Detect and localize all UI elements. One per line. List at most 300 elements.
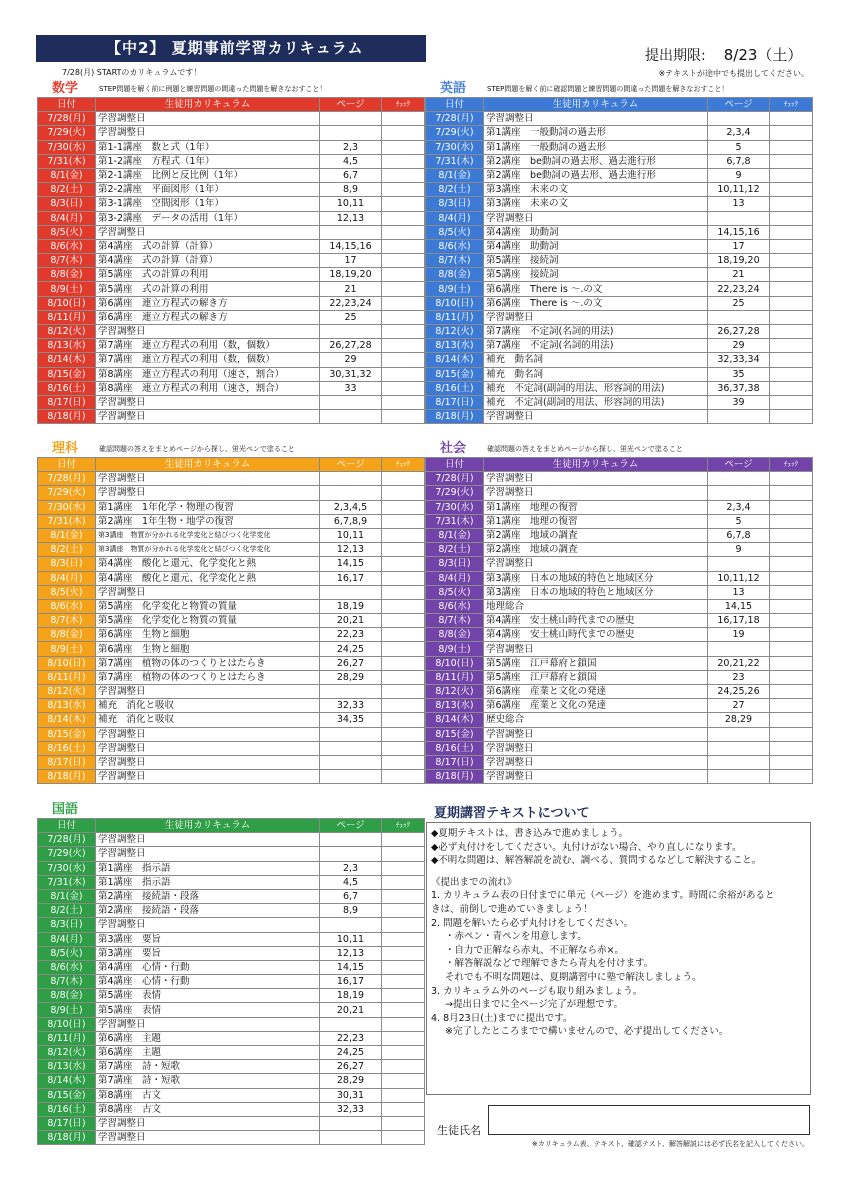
row-check-box[interactable]: [382, 656, 425, 670]
info-line: ※完了したところまでで構いませんので、必ず提出してください。: [445, 1026, 729, 1038]
row-check-box[interactable]: [382, 904, 425, 918]
table-row: [38, 585, 425, 599]
row-pages: 35: [708, 367, 770, 381]
row-check-box[interactable]: [770, 140, 813, 154]
check-header: ﾁｪｯｸ: [382, 458, 425, 472]
table-row: [38, 727, 425, 741]
row-curriculum: 第1講座 一般動詞の過去形: [484, 140, 708, 154]
row-curriculum: 学習調整日: [96, 585, 320, 599]
row-date: 8/4(月): [426, 211, 484, 225]
row-curriculum: 第2講座 1年生物・地学の復習: [96, 514, 320, 528]
row-pages: [320, 847, 382, 861]
row-check-box[interactable]: [770, 670, 813, 684]
info-title: 夏期講習テキストについて: [434, 806, 590, 821]
row-check-box[interactable]: [382, 1102, 425, 1116]
row-curriculum: 第1講座 指示語: [96, 861, 320, 875]
row-check-box[interactable]: [770, 154, 813, 168]
row-curriculum: 第2講座 接続語・段落: [96, 904, 320, 918]
row-check-box[interactable]: [382, 296, 425, 310]
row-date: 8/1(金): [38, 889, 96, 903]
row-date: 8/18(月): [38, 770, 96, 784]
row-date: 8/18(月): [426, 770, 484, 784]
row-check-box[interactable]: [382, 727, 425, 741]
row-check-box[interactable]: [770, 254, 813, 268]
row-check-box[interactable]: [770, 713, 813, 727]
row-check-box[interactable]: [382, 571, 425, 585]
curriculum-header: 生徒用カリキュラム: [96, 819, 320, 833]
row-check-box[interactable]: [382, 932, 425, 946]
start-note: 7/28(月) STARTのカリキュラムです！: [62, 68, 202, 77]
row-date: 8/5(火): [38, 225, 96, 239]
table-row: [426, 699, 813, 713]
row-check-box[interactable]: [382, 1046, 425, 1060]
row-curriculum: 第5講座 江戸幕府と鎖国: [484, 656, 708, 670]
table-row: [426, 628, 813, 642]
table-row: [38, 642, 425, 656]
row-check-box[interactable]: [770, 239, 813, 253]
row-pages: 34,35: [320, 713, 382, 727]
row-pages: 2,3: [320, 140, 382, 154]
row-curriculum: 学習調整日: [484, 557, 708, 571]
row-pages: [708, 727, 770, 741]
table-row: [38, 1060, 425, 1074]
section-title: 数学: [52, 81, 79, 96]
info-line: ・自力で正解なら赤丸、不正解なら赤×。: [445, 944, 624, 956]
table-row: [38, 543, 425, 557]
row-date: 8/13(水): [38, 339, 96, 353]
row-check-box[interactable]: [382, 225, 425, 239]
row-curriculum: 第1講座 指示語: [96, 875, 320, 889]
row-check-box[interactable]: [382, 183, 425, 197]
table-row: [426, 713, 813, 727]
row-check-box[interactable]: [382, 1131, 425, 1145]
row-check-box[interactable]: [770, 642, 813, 656]
row-check-box[interactable]: [770, 741, 813, 755]
row-pages: 32,33,34: [708, 353, 770, 367]
row-curriculum: 学習調整日: [96, 1017, 320, 1031]
row-check-box[interactable]: [382, 1031, 425, 1045]
table-row: [426, 770, 813, 784]
row-pages: 2,3,4: [708, 500, 770, 514]
row-check-box[interactable]: [382, 239, 425, 253]
table-row: [38, 395, 425, 409]
row-curriculum: 第2-2講座 平面図形（1年）: [96, 183, 320, 197]
row-check-box[interactable]: [770, 472, 813, 486]
row-check-box[interactable]: [770, 543, 813, 557]
table-row: [426, 367, 813, 381]
row-check-box[interactable]: [770, 486, 813, 500]
row-date: 8/4(月): [38, 211, 96, 225]
row-pages: 2,3,4,5: [320, 500, 382, 514]
row-date: 8/15(金): [38, 727, 96, 741]
row-check-box[interactable]: [382, 833, 425, 847]
row-pages: [708, 486, 770, 500]
row-curriculum: 第6講座 主題: [96, 1031, 320, 1045]
row-check-box[interactable]: [382, 1060, 425, 1074]
row-pages: 8,9: [320, 904, 382, 918]
row-curriculum: 第4講座 心情・行動: [96, 975, 320, 989]
row-date: 8/4(月): [38, 932, 96, 946]
row-curriculum: 学習調整日: [96, 1131, 320, 1145]
row-pages: 12,13: [320, 211, 382, 225]
row-curriculum: 補充 動名詞: [484, 367, 708, 381]
row-curriculum: 第6講座 産業と文化の発達: [484, 685, 708, 699]
info-line: きは、前倒しで進めていきましょう！: [431, 903, 593, 915]
row-check-box[interactable]: [770, 599, 813, 613]
row-check-box[interactable]: [382, 325, 425, 339]
row-check-box[interactable]: [770, 225, 813, 239]
row-pages: 20,21,22: [708, 656, 770, 670]
row-check-box[interactable]: [382, 500, 425, 514]
check-header: ﾁｪｯｸ: [770, 458, 813, 472]
row-check-box[interactable]: [382, 1088, 425, 1102]
row-pages: 5: [708, 514, 770, 528]
row-curriculum: 学習調整日: [96, 685, 320, 699]
row-check-box[interactable]: [382, 628, 425, 642]
row-pages: [320, 918, 382, 932]
table-row: [38, 1102, 425, 1116]
row-check-box[interactable]: [382, 310, 425, 324]
row-check-box[interactable]: [770, 126, 813, 140]
row-curriculum: 第7講座 植物の体のつくりとはたらき: [96, 656, 320, 670]
row-pages: [320, 1017, 382, 1031]
row-check-box[interactable]: [770, 656, 813, 670]
row-check-box[interactable]: [382, 960, 425, 974]
table-header-row: [426, 98, 813, 112]
row-date: 7/30(水): [38, 500, 96, 514]
row-curriculum: 第6講座 There is 〜.の文: [484, 296, 708, 310]
row-pages: [320, 685, 382, 699]
table-row: [38, 325, 425, 339]
row-pages: 26,27,28: [320, 339, 382, 353]
row-check-box[interactable]: [382, 861, 425, 875]
row-check-box[interactable]: [382, 741, 425, 755]
row-curriculum: 補充 不定詞(副詞的用法、形容詞的用法): [484, 395, 708, 409]
row-check-box[interactable]: [382, 367, 425, 381]
row-check-box[interactable]: [770, 197, 813, 211]
row-curriculum: 第3講座 物質が分かれる化学変化と結びつく化学変化: [96, 543, 320, 557]
row-curriculum: 第7講座 詩・短歌: [96, 1060, 320, 1074]
info-line: 《提出までの流れ》: [431, 876, 517, 888]
page-header: ページ: [320, 819, 382, 833]
table-row: [38, 741, 425, 755]
row-curriculum: 第5講座 化学変化と物質の質量: [96, 614, 320, 628]
table-row: [38, 946, 425, 960]
row-date: 8/1(金): [426, 168, 484, 182]
row-pages: [320, 112, 382, 126]
deadline-label: 提出期限:: [645, 48, 706, 64]
row-curriculum: 学習調整日: [484, 727, 708, 741]
row-check-box[interactable]: [382, 847, 425, 861]
row-date: 8/2(土): [38, 543, 96, 557]
row-check-box[interactable]: [770, 268, 813, 282]
table-row: [38, 154, 425, 168]
row-pages: [320, 126, 382, 140]
row-check-box[interactable]: [382, 126, 425, 140]
curriculum-table: [425, 97, 813, 424]
info-line: [431, 868, 806, 876]
row-check-box[interactable]: [770, 381, 813, 395]
row-curriculum: 学習調整日: [96, 486, 320, 500]
row-check-box[interactable]: [382, 755, 425, 769]
row-pages: 16,17: [320, 975, 382, 989]
row-check-box[interactable]: [770, 395, 813, 409]
row-check-box[interactable]: [382, 699, 425, 713]
row-date: 8/8(金): [38, 268, 96, 282]
row-date: 8/13(水): [38, 699, 96, 713]
page-title-banner: [36, 35, 426, 62]
row-date: 8/9(土): [426, 642, 484, 656]
row-check-box[interactable]: [382, 557, 425, 571]
table-row: [38, 875, 425, 889]
row-date: 8/15(金): [38, 1088, 96, 1102]
table-row: [426, 296, 813, 310]
table-row: [426, 410, 813, 424]
row-date: 8/16(土): [38, 1102, 96, 1116]
row-check-box[interactable]: [382, 670, 425, 684]
row-check-box[interactable]: [770, 410, 813, 424]
page-header: ページ: [708, 98, 770, 112]
row-pages: [708, 211, 770, 225]
table-row: [38, 1031, 425, 1045]
row-date: 8/10(日): [38, 296, 96, 310]
row-pages: [708, 472, 770, 486]
row-pages: 14,15: [320, 960, 382, 974]
table-row: [38, 500, 425, 514]
row-date: 8/17(日): [38, 755, 96, 769]
row-date: 8/2(土): [426, 543, 484, 557]
row-check-box[interactable]: [382, 254, 425, 268]
table-row: [426, 727, 813, 741]
row-check-box[interactable]: [770, 353, 813, 367]
row-curriculum: 第8講座 古文: [96, 1088, 320, 1102]
row-pages: 17: [708, 239, 770, 253]
row-check-box[interactable]: [770, 339, 813, 353]
row-check-box[interactable]: [382, 268, 425, 282]
row-check-box[interactable]: [770, 211, 813, 225]
row-curriculum: 第5講座 化学変化と物質の質量: [96, 599, 320, 613]
row-curriculum: 補充 不定詞(副詞的用法、形容詞的用法): [484, 381, 708, 395]
row-curriculum: 第4講座 助動詞: [484, 225, 708, 239]
row-check-box[interactable]: [382, 918, 425, 932]
row-pages: [708, 112, 770, 126]
row-check-box[interactable]: [770, 310, 813, 324]
row-check-box[interactable]: [382, 282, 425, 296]
row-pages: 4,5: [320, 875, 382, 889]
row-check-box[interactable]: [382, 585, 425, 599]
row-date: 8/2(土): [38, 183, 96, 197]
row-check-box[interactable]: [382, 1003, 425, 1017]
row-curriculum: 第6講座 生物と細胞: [96, 628, 320, 642]
row-check-box[interactable]: [770, 614, 813, 628]
row-check-box[interactable]: [770, 367, 813, 381]
table-row: [38, 571, 425, 585]
row-pages: 20,21: [320, 614, 382, 628]
row-check-box[interactable]: [382, 410, 425, 424]
row-pages: 36,37,38: [708, 381, 770, 395]
row-check-box[interactable]: [770, 770, 813, 784]
table-row: [426, 557, 813, 571]
row-check-box[interactable]: [770, 500, 813, 514]
table-row: [38, 528, 425, 542]
row-date: 8/6(水): [426, 239, 484, 253]
row-check-box[interactable]: [770, 168, 813, 182]
row-check-box[interactable]: [770, 112, 813, 126]
row-check-box[interactable]: [382, 713, 425, 727]
table-row: [426, 268, 813, 282]
row-pages: 24,25: [320, 1046, 382, 1060]
table-row: [426, 310, 813, 324]
section-instruction: 確認問題の答えをまとめページから探し、蛍光ペンで塗ること: [99, 445, 295, 453]
row-check-box[interactable]: [382, 770, 425, 784]
row-check-box[interactable]: [770, 727, 813, 741]
row-check-box[interactable]: [382, 353, 425, 367]
table-row: [38, 1131, 425, 1145]
row-pages: [320, 741, 382, 755]
row-check-box[interactable]: [382, 381, 425, 395]
table-row: [426, 239, 813, 253]
table-row: [38, 699, 425, 713]
table-row: [38, 353, 425, 367]
row-curriculum: 第6講座 生物と細胞: [96, 642, 320, 656]
row-check-box[interactable]: [770, 699, 813, 713]
row-pages: 6,7,8,9: [320, 514, 382, 528]
row-date: 8/14(木): [426, 353, 484, 367]
row-date: 8/14(木): [38, 353, 96, 367]
row-date: 8/13(水): [426, 339, 484, 353]
row-pages: 9: [708, 543, 770, 557]
row-check-box[interactable]: [382, 614, 425, 628]
row-check-box[interactable]: [770, 755, 813, 769]
row-pages: 18,19,20: [708, 254, 770, 268]
row-check-box[interactable]: [382, 168, 425, 182]
table-row: [426, 741, 813, 755]
row-check-box[interactable]: [382, 154, 425, 168]
row-check-box[interactable]: [770, 183, 813, 197]
row-check-box[interactable]: [382, 946, 425, 960]
row-check-box[interactable]: [770, 585, 813, 599]
row-check-box[interactable]: [382, 989, 425, 1003]
row-check-box[interactable]: [382, 211, 425, 225]
row-check-box[interactable]: [770, 557, 813, 571]
summer-text-info: [426, 805, 811, 1095]
row-date: 8/14(木): [426, 713, 484, 727]
row-pages: 22,23,24: [320, 296, 382, 310]
row-curriculum: 学習調整日: [484, 486, 708, 500]
row-check-box[interactable]: [382, 528, 425, 542]
table-row: [38, 755, 425, 769]
row-check-box[interactable]: [770, 528, 813, 542]
table-row: [38, 168, 425, 182]
row-check-box[interactable]: [382, 472, 425, 486]
row-check-box[interactable]: [382, 1074, 425, 1088]
table-row: [38, 367, 425, 381]
row-check-box[interactable]: [770, 296, 813, 310]
row-pages: 29: [708, 339, 770, 353]
row-check-box[interactable]: [770, 514, 813, 528]
row-pages: 23: [708, 670, 770, 684]
row-curriculum: 第6講座 産業と文化の発達: [484, 699, 708, 713]
row-check-box[interactable]: [770, 571, 813, 585]
row-check-box[interactable]: [382, 875, 425, 889]
row-check-box[interactable]: [770, 325, 813, 339]
date-header: 日付: [426, 98, 484, 112]
row-check-box[interactable]: [382, 889, 425, 903]
row-date: 8/13(水): [426, 699, 484, 713]
row-pages: [320, 472, 382, 486]
check-header: ﾁｪｯｸ: [770, 98, 813, 112]
row-curriculum: 第7講座 不定詞(名詞的用法): [484, 325, 708, 339]
table-header-row: [38, 819, 425, 833]
row-curriculum: 学習調整日: [96, 918, 320, 932]
row-curriculum: 第2-1講座 比例と反比例（1年）: [96, 168, 320, 182]
date-header: 日付: [38, 819, 96, 833]
row-date: 7/30(水): [38, 140, 96, 154]
row-check-box[interactable]: [770, 628, 813, 642]
table-row: [38, 339, 425, 353]
science-section: [37, 441, 424, 784]
row-pages: 33: [320, 381, 382, 395]
table-row: [426, 225, 813, 239]
row-check-box[interactable]: [382, 140, 425, 154]
curriculum-table: [37, 97, 425, 424]
row-pages: [708, 741, 770, 755]
row-check-box[interactable]: [382, 514, 425, 528]
row-check-box[interactable]: [382, 395, 425, 409]
row-date: 8/8(金): [38, 989, 96, 1003]
row-curriculum: 第5講座 江戸幕府と鎖国: [484, 670, 708, 684]
row-curriculum: 補充 消化と吸収: [96, 699, 320, 713]
student-name-field[interactable]: [488, 1105, 810, 1135]
row-pages: [708, 310, 770, 324]
curriculum-table: [37, 457, 425, 784]
row-check-box[interactable]: [382, 486, 425, 500]
row-curriculum: 第3講座 未来の文: [484, 197, 708, 211]
row-date: 8/16(土): [38, 741, 96, 755]
row-check-box[interactable]: [382, 339, 425, 353]
row-date: 8/1(金): [38, 168, 96, 182]
row-curriculum: 第1-1講座 数と式（1年）: [96, 140, 320, 154]
row-pages: 12,13: [320, 946, 382, 960]
row-check-box[interactable]: [382, 1017, 425, 1031]
row-check-box[interactable]: [382, 543, 425, 557]
row-date: 8/4(月): [426, 571, 484, 585]
row-check-box[interactable]: [382, 642, 425, 656]
row-date: 8/9(土): [38, 282, 96, 296]
row-check-box[interactable]: [770, 685, 813, 699]
row-check-box[interactable]: [770, 282, 813, 296]
row-check-box[interactable]: [382, 1116, 425, 1130]
row-pages: 24,25: [320, 642, 382, 656]
row-pages: [320, 395, 382, 409]
row-check-box[interactable]: [382, 685, 425, 699]
row-curriculum: 学習調整日: [96, 1116, 320, 1130]
row-check-box[interactable]: [382, 197, 425, 211]
row-pages: 25: [320, 310, 382, 324]
row-check-box[interactable]: [382, 975, 425, 989]
row-pages: [320, 585, 382, 599]
row-pages: 14,15,16: [320, 239, 382, 253]
row-pages: 25: [708, 296, 770, 310]
row-pages: 26,27: [320, 1060, 382, 1074]
row-check-box[interactable]: [382, 599, 425, 613]
table-row: [38, 211, 425, 225]
row-curriculum: 学習調整日: [96, 410, 320, 424]
section-title: 理科: [52, 441, 79, 456]
row-check-box[interactable]: [382, 112, 425, 126]
table-row: [38, 932, 425, 946]
table-row: [38, 628, 425, 642]
